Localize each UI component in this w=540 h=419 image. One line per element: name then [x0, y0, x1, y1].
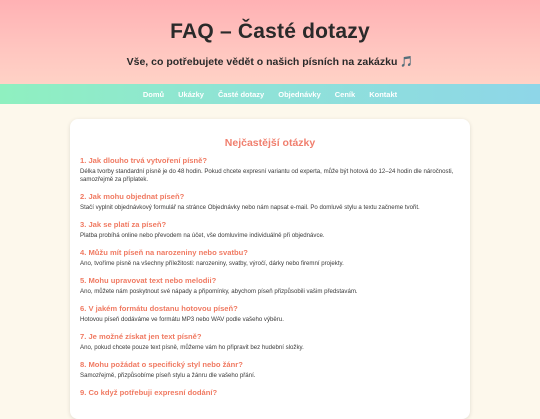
faq-question[interactable]: 7. Je možné získat jen text písně?: [80, 332, 202, 341]
faq-answer: Stačí vyplnit objednávkový formulář na stránce Objednávky nebo nám napsat e-mail. Po domluvě stylu a textu začneme tvořit.: [80, 204, 420, 211]
faq-heading: Nejčastější otázky: [224, 137, 316, 149]
page-subtitle: Vše, co potřebujete vědět o našich písních na zakázku 🎵: [126, 56, 414, 68]
page-title: FAQ – Časté dotazy: [170, 20, 370, 43]
faq-item: [80, 248, 460, 268]
nav-link-contact[interactable]: Kontakt: [369, 89, 398, 99]
nav-link-home[interactable]: Domů: [142, 89, 165, 99]
page-header: [0, 0, 540, 84]
faq-question[interactable]: 9. Co když potřebuji expresní dodání?: [80, 388, 218, 397]
faq-item: [80, 304, 460, 324]
faq-answer: Ano, tvoříme písně na všechny příležitosti: narozeniny, svatby, výročí, dárky nebo firemní projekty.: [80, 260, 344, 267]
faq-answer: Ano, pokud chcete pouze text písně, můžeme vám ho připravit bez hudební složky.: [80, 344, 304, 351]
faq-answer: Platba probíhá online nebo převodem na účet, vše domluvíme individuálně při objednávce.: [80, 232, 325, 239]
faq-item: [80, 276, 460, 296]
nav-link-orders[interactable]: Objednávky: [278, 89, 321, 99]
nav-link-samples[interactable]: Ukázky: [178, 89, 204, 99]
faq-card: [70, 119, 470, 419]
faq-answer: Ano, můžete nám poskytnout své nápady a připomínky, abychom píseň přizpůsobili vašim představám.: [80, 288, 358, 295]
nav-link-pricing[interactable]: Ceník: [334, 89, 356, 99]
faq-question[interactable]: 8. Mohu požádat o specifický styl nebo žánr?: [80, 360, 243, 369]
faq-item: [80, 388, 460, 397]
faq-answer: Délka tvorby standardní písně je do 48 hodin. Pokud chcete expresní variantu od experta, může být hotová do 12–24 hodin dle náročnosti, samozřejmě za příplatek.: [80, 168, 454, 183]
faq-item: [80, 156, 460, 184]
faq-question[interactable]: 3. Jak se platí za píseň?: [80, 220, 167, 229]
faq-question[interactable]: 5. Mohu upravovat text nebo melodii?: [80, 276, 217, 285]
faq-question[interactable]: 1. Jak dlouho trvá vytvoření písně?: [80, 156, 208, 165]
faq-question[interactable]: 2. Jak mohu objednat píseň?: [80, 192, 185, 201]
faq-item: [80, 192, 460, 212]
faq-question[interactable]: 6. V jakém formátu dostanu hotovou píseň?: [80, 304, 238, 313]
faq-answer: Samozřejmě, přizpůsobíme píseň stylu a žánru dle vašeho přání.: [80, 372, 256, 379]
faq-item: [80, 220, 460, 240]
faq-item: [80, 332, 460, 352]
main-nav: [0, 84, 540, 104]
faq-answer: Hotovou píseň dodáváme ve formátu MP3 nebo WAV podle vašeho výběru.: [80, 316, 284, 323]
nav-link-faq[interactable]: Časté dotazy: [217, 89, 265, 99]
faq-item: [80, 360, 460, 380]
faq-question[interactable]: 4. Můžu mít píseň na narozeniny nebo svatbu?: [80, 248, 248, 257]
